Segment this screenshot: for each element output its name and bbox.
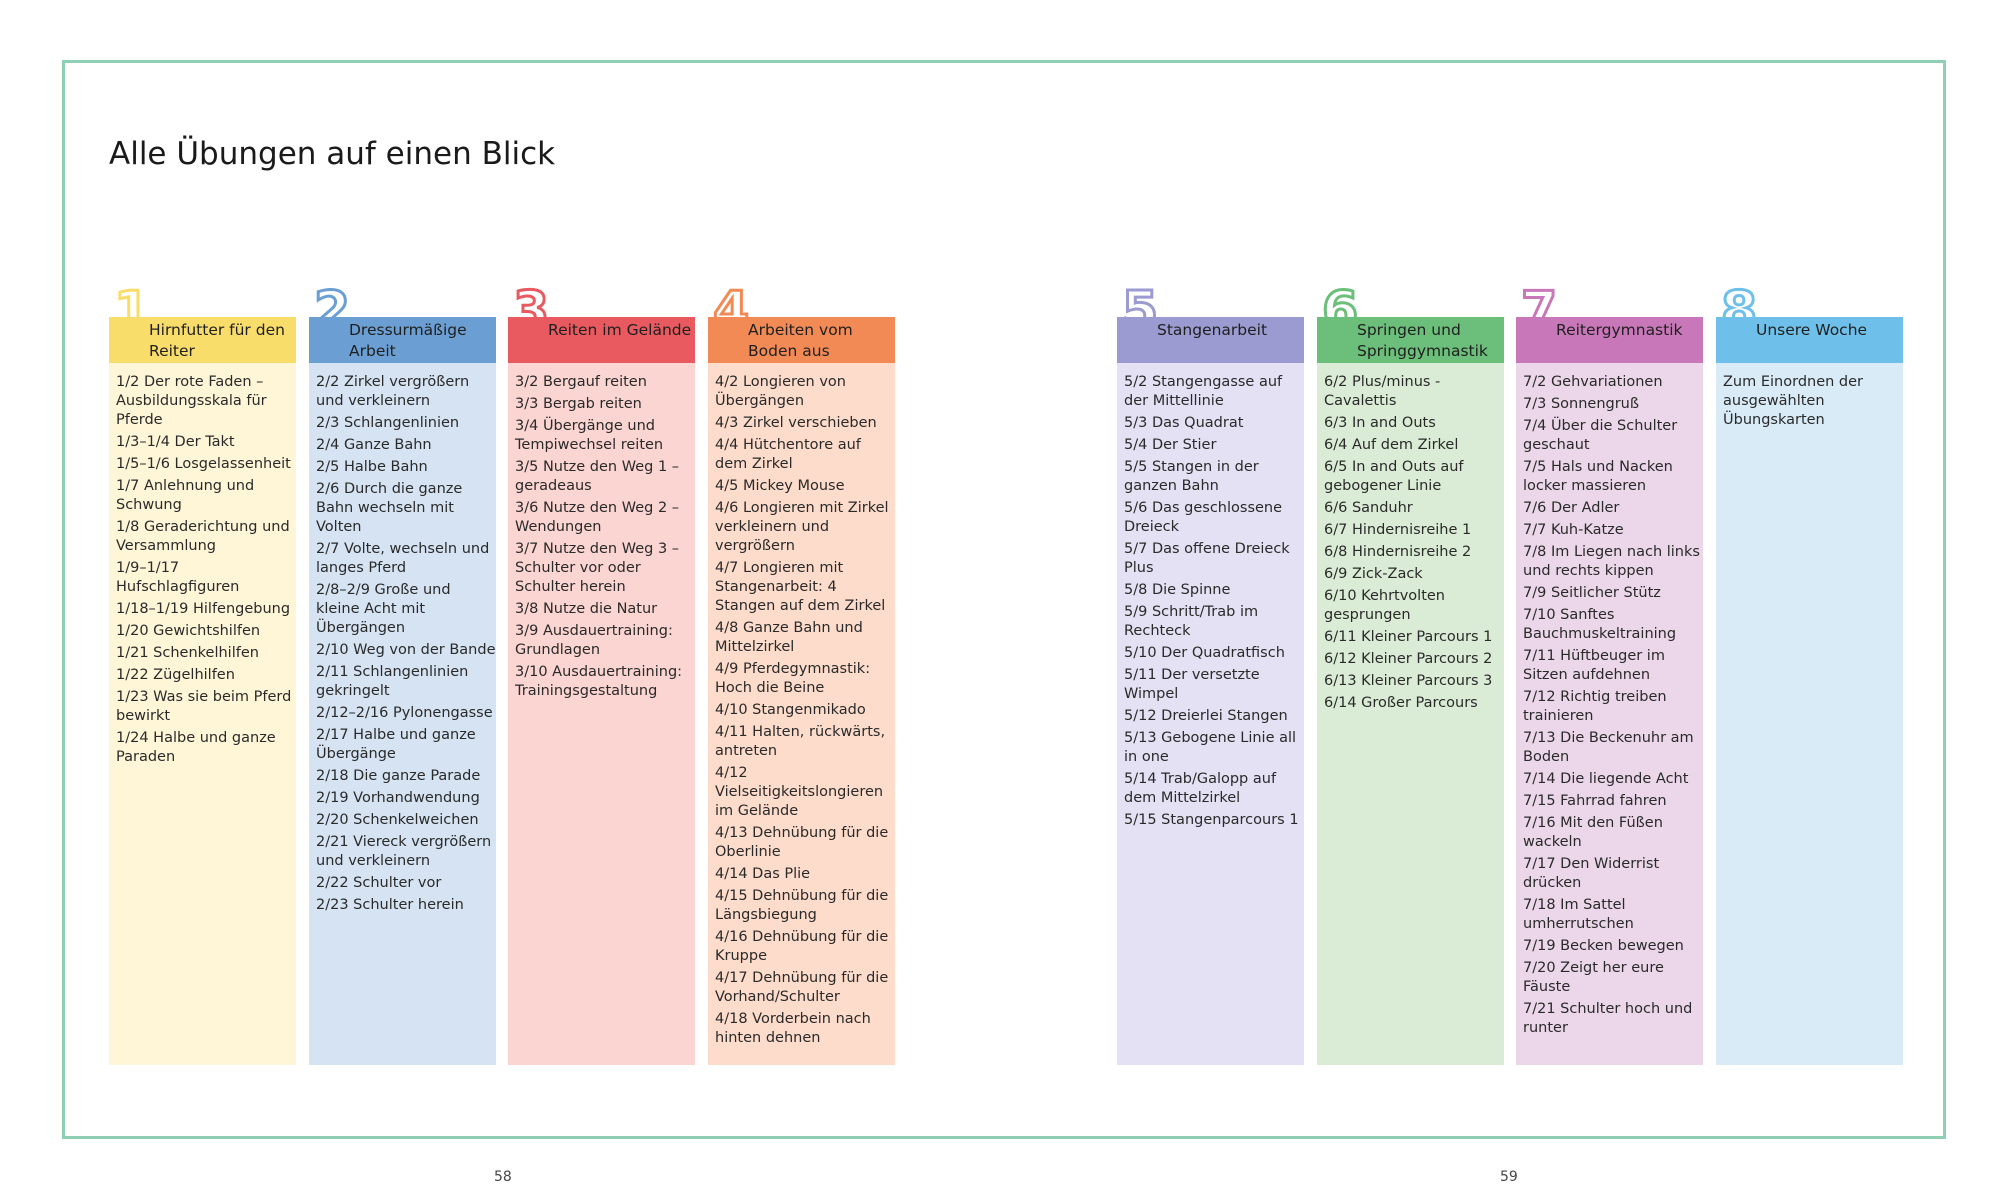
exercise-item: 2/11 Schlangenlinien gekringelt [316, 664, 469, 699]
exercise-item: 7/19 Becken bewegen [1523, 938, 1684, 954]
exercise-item: 2/7 Volte, wechseln und langes Pferd [316, 541, 490, 576]
category-title: Unsere Woche [1756, 321, 1868, 339]
exercise-item: 4/5 Mickey Mouse [715, 478, 845, 494]
exercise-item: 7/3 Sonnengruß [1523, 396, 1639, 412]
exercise-item: 1/18–1/19 Hilfengebung [116, 601, 291, 617]
page-title: Alle Übungen auf einen Blick [109, 136, 556, 172]
exercise-item: 1/22 Zügelhilfen [116, 667, 235, 683]
exercise-item: 3/6 Nutze den Weg 2 – Wendungen [515, 500, 680, 535]
category-column-6 [1317, 281, 1504, 1065]
category-number: 4 [713, 281, 750, 341]
category-body [1716, 363, 1903, 1065]
exercise-list [1317, 363, 1504, 713]
exercise-item: 2/5 Halbe Bahn [316, 459, 428, 475]
exercise-item: 6/4 Auf dem Zirkel [1324, 437, 1459, 453]
exercise-item: 1/3–1/4 Der Takt [116, 434, 235, 450]
page-number-left: 58 [494, 1169, 512, 1185]
exercise-item: 5/2 Stangengasse auf der Mittellinie [1124, 374, 1283, 409]
exercise-item: 3/9 Ausdauertraining: Grundlagen [515, 623, 673, 658]
exercise-item: 6/10 Kehrtvolten gesprungen [1324, 588, 1445, 623]
exercise-item: 4/14 Das Plie [715, 866, 811, 882]
category-title: Hirnfutter für den Reiter [149, 321, 285, 360]
exercise-list [109, 363, 296, 767]
exercise-item: 2/2 Zirkel vergrößern und verkleinern [316, 374, 470, 409]
exercise-item: 1/23 Was sie beim Pferd bewirkt [116, 689, 292, 724]
exercise-item: 7/18 Im Sattel umherrutschen [1523, 897, 1634, 932]
category-body [1516, 363, 1703, 1065]
exercise-item: 2/22 Schulter vor [316, 875, 442, 891]
category-title: Stangenarbeit [1157, 321, 1268, 339]
exercise-item: 7/8 Im Liegen nach links und rechts kippen [1523, 544, 1700, 579]
exercise-item: 5/10 Der Quadratfisch [1124, 645, 1285, 661]
exercise-item: 6/13 Kleiner Parcours 3 [1324, 673, 1493, 689]
exercise-list [309, 363, 496, 915]
exercise-item: 4/17 Dehnübung für die Vorhand/Schulter [715, 970, 889, 1005]
category-column-4 [708, 281, 895, 1065]
exercise-item: 7/5 Hals und Nacken locker massieren [1523, 459, 1673, 494]
exercise-item: 5/15 Stangenparcours 1 [1124, 812, 1299, 828]
exercise-item: 2/8–2/9 Große und kleine Acht mit Übergängen [316, 582, 451, 636]
category-column-7 [1516, 281, 1703, 1065]
exercise-item: 1/21 Schenkelhilfen [116, 645, 259, 661]
exercise-item: 7/11 Hüftbeuger im Sitzen aufdehnen [1523, 648, 1665, 683]
exercise-item: 7/17 Den Widerrist drücken [1523, 856, 1660, 891]
exercise-item: 2/23 Schulter herein [316, 897, 464, 913]
exercise-item: 6/14 Großer Parcours [1324, 695, 1478, 711]
category-column-2 [309, 281, 496, 1065]
exercise-list [1516, 363, 1703, 1038]
exercise-item: 2/4 Ganze Bahn [316, 437, 432, 453]
exercise-item: 4/12 Vielseitigkeitslongieren im Gelände [715, 765, 884, 819]
exercise-item: 4/6 Longieren mit Zirkel verkleinern und vergrößern [715, 500, 889, 554]
exercise-item: 5/13 Gebogene Linie all in one [1124, 730, 1297, 765]
exercise-list [1117, 363, 1304, 830]
exercise-item: 6/7 Hindernisreihe 1 [1324, 522, 1472, 538]
category-title: Dressurmäßige Arbeit [349, 321, 467, 360]
exercise-item: 7/7 Kuh-Katze [1523, 522, 1624, 538]
exercise-item: 6/2 Plus/minus -Cavalettis [1324, 374, 1441, 409]
exercise-item: 1/20 Gewichtshilfen [116, 623, 261, 639]
category-body [508, 363, 695, 1065]
exercise-item: 4/7 Longieren mit Stangenarbeit: 4 Stangen auf dem Zirkel [715, 560, 886, 614]
exercise-item: 7/21 Schulter hoch und runter [1523, 1001, 1693, 1036]
exercise-item: 4/3 Zirkel verschieben [715, 415, 877, 431]
exercise-item: 5/5 Stangen in der ganzen Bahn [1124, 459, 1259, 494]
exercise-item: 7/14 Die liegende Acht [1523, 771, 1689, 787]
exercise-item: 4/13 Dehnübung für die Oberlinie [715, 825, 889, 860]
category-body [1317, 363, 1504, 1065]
category-column-8 [1716, 281, 1903, 1065]
exercise-item: 2/10 Weg von der Bande [316, 642, 496, 658]
exercise-item: 5/14 Trab/Galopp auf dem Mittelzirkel [1124, 771, 1277, 806]
category-number: 6 [1322, 281, 1359, 341]
exercise-item: 2/17 Halbe und ganze Übergänge [316, 727, 476, 762]
exercise-item: 1/2 Der rote Faden – Ausbildungsskala für Pferde [116, 374, 267, 428]
category-body [1117, 363, 1304, 1065]
exercise-item: 7/16 Mit den Füßen wackeln [1523, 815, 1663, 850]
exercise-item: 5/3 Das Quadrat [1124, 415, 1244, 431]
category-number: 8 [1721, 281, 1758, 341]
category-body [109, 363, 296, 1065]
category-title: Reiten im Gelände [548, 321, 692, 339]
exercise-item: 6/11 Kleiner Parcours 1 [1324, 629, 1493, 645]
exercise-item: 6/3 In and Outs [1324, 415, 1436, 431]
exercise-item: 5/4 Der Stier [1124, 437, 1217, 453]
exercise-item: 7/2 Gehvariationen [1523, 374, 1663, 390]
exercise-item: 2/20 Schenkelweichen [316, 812, 479, 828]
exercise-item: 7/20 Zeigt her eure Fäuste [1523, 960, 1664, 995]
exercise-item: 2/6 Durch die ganze Bahn wechseln mit Volten [316, 481, 463, 535]
category-number: 1 [114, 281, 151, 341]
exercise-item: 1/24 Halbe und ganze Paraden [116, 730, 276, 765]
exercise-item: 6/12 Kleiner Parcours 2 [1324, 651, 1493, 667]
exercise-item: 6/9 Zick-Zack [1324, 566, 1423, 582]
exercise-item: 5/9 Schritt/Trab im Rechteck [1124, 604, 1259, 639]
category-body [309, 363, 496, 1065]
exercise-item: 2/19 Vorhandwendung [316, 790, 480, 806]
exercise-item: 4/16 Dehnübung für die Kruppe [715, 929, 889, 964]
category-column-1 [109, 281, 296, 1065]
category-number: 3 [513, 281, 550, 341]
exercise-item: 4/18 Vorderbein nach hinten dehnen [715, 1011, 871, 1046]
exercise-item: 1/8 Geraderichtung und Versammlung [116, 519, 290, 554]
exercise-item: 7/12 Richtig treiben trainieren [1523, 689, 1667, 724]
exercise-item: 5/6 Das geschlossene Dreieck [1124, 500, 1283, 535]
exercise-item: 2/3 Schlangenlinien [316, 415, 460, 431]
page-number-right: 59 [1500, 1169, 1518, 1185]
exercise-item: 4/10 Stangenmikado [715, 702, 866, 718]
exercise-item: 5/12 Dreierlei Stangen [1124, 708, 1288, 724]
exercise-item: 7/15 Fahrrad fahren [1523, 793, 1667, 809]
exercise-item: 1/7 Anlehnung und Schwung [116, 478, 255, 513]
exercise-item: 4/15 Dehnübung für die Längsbiegung [715, 888, 889, 923]
exercise-item: 3/5 Nutze den Weg 1 – geradeaus [515, 459, 680, 494]
exercise-item: 2/21 Viereck vergrößern und verkleinern [316, 834, 492, 869]
category-title: Arbeiten vom Boden aus [748, 321, 853, 360]
exercise-item: 4/2 Longieren von Übergängen [715, 374, 846, 409]
exercise-item: 1/5–1/6 Losgelassenheit [116, 456, 291, 472]
category-column-3 [508, 281, 695, 1065]
exercise-item: 4/9 Pferdegymnastik: Hoch die Beine [715, 661, 871, 696]
exercise-item: 2/18 Die ganze Parade [316, 768, 481, 784]
exercise-item: 2/12–2/16 Pylonengasse [316, 705, 493, 721]
exercise-item: 4/11 Halten, rückwärts, antreten [715, 724, 886, 759]
category-number: 5 [1122, 281, 1159, 341]
exercise-item: 3/7 Nutze den Weg 3 – Schulter vor oder Schulter herein [515, 541, 680, 595]
exercise-item: 6/5 In and Outs auf gebogener Linie [1324, 459, 1464, 494]
exercise-item: 7/9 Seitlicher Stütz [1523, 585, 1661, 601]
exercise-item: 3/4 Übergänge und Tempiwechsel reiten [515, 418, 664, 453]
category-title: Reitergymnastik [1556, 321, 1683, 339]
category-number: 7 [1521, 281, 1558, 341]
category-body [708, 363, 895, 1065]
exercise-list [708, 363, 895, 1048]
exercise-item: 4/8 Ganze Bahn und Mittelzirkel [715, 620, 863, 655]
exercise-item: 4/4 Hütchentore auf dem Zirkel [715, 437, 861, 472]
category-column-5 [1117, 281, 1304, 1065]
exercise-item: 3/2 Bergauf reiten [515, 374, 647, 390]
exercise-item: Zum Einordnen der ausgewählten Übungskarten [1723, 374, 1864, 428]
exercise-item: 5/8 Die Spinne [1124, 582, 1231, 598]
exercise-item: 6/8 Hindernisreihe 2 [1324, 544, 1472, 560]
category-number: 2 [314, 281, 351, 341]
exercise-item: 3/3 Bergab reiten [515, 396, 642, 412]
exercise-item: 7/10 Sanftes Bauchmuskeltraining [1523, 607, 1677, 642]
category-title: Springen und Springgymnastik [1357, 321, 1488, 360]
exercise-item: 1/9–1/17 Hufschlagfiguren [116, 560, 240, 595]
exercise-item: 7/13 Die Beckenuhr am Boden [1523, 730, 1694, 765]
exercise-item: 7/4 Über die Schulter geschaut [1523, 418, 1678, 453]
exercise-item: 7/6 Der Adler [1523, 500, 1620, 516]
exercise-item: 3/8 Nutze die Natur [515, 601, 658, 617]
exercise-item: 6/6 Sanduhr [1324, 500, 1413, 516]
exercise-list [1716, 363, 1903, 430]
exercise-item: 5/11 Der versetzte Wimpel [1124, 667, 1260, 702]
exercise-list [508, 363, 695, 701]
exercise-item: 5/7 Das offene Dreieck Plus [1124, 541, 1290, 576]
exercise-item: 3/10 Ausdauertraining: Trainingsgestaltung [515, 664, 683, 699]
